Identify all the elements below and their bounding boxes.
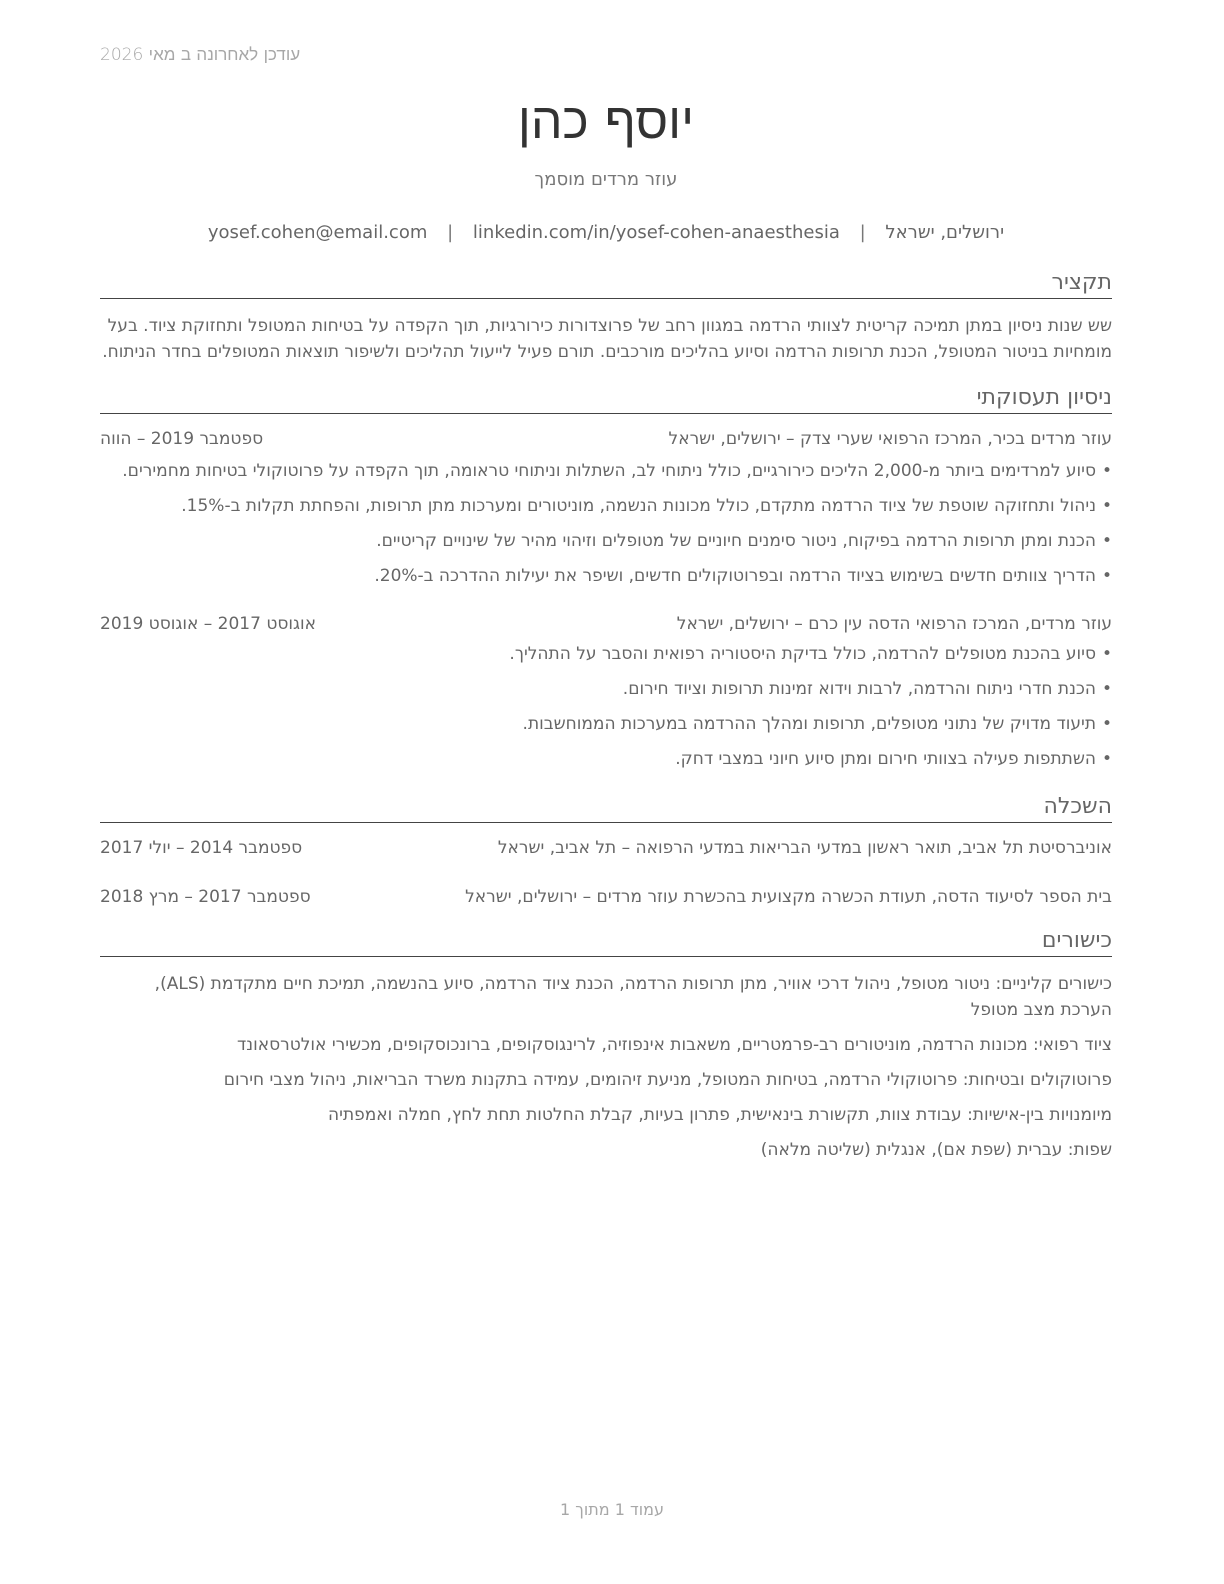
job-bullet: • הכנת ומתן תרופות הרדמה בפיקוח, ניטור סימנים חיוניים של מטופלים וזיהוי מהיר של שינויים קריטיים. bbox=[100, 528, 1112, 554]
skills-line: ציוד רפואי: מכונות הרדמה, מוניטורים רב-פרמטריים, משאבות אינפוזיה, לרינגוסקופים, ברונכוסקופים, מכשירי אולטרסאונד bbox=[237, 1035, 1112, 1055]
job-bullet: • הכנת חדרי ניתוח והרדמה, לרבות וידוא זמינות תרופות וציוד חירום. bbox=[100, 676, 1112, 702]
skills-list bbox=[100, 971, 1112, 1163]
job-bullets bbox=[100, 641, 1112, 772]
job-role: עוזר מרדים בכיר, המרכז הרפואי שערי צדק – ירושלים, ישראל bbox=[668, 429, 1112, 449]
job-bullet: • ניהול ותחזוקה שוטפת של ציוד הרדמה מתקדם, כולל מכונות הנשמה, מוניטורים ומערכות מתן תרופות, והפחתת תקלות ב-15%. bbox=[100, 493, 1112, 519]
location: ירושלים, ישראל bbox=[885, 222, 1005, 243]
education-text: בית הספר לסיעוד הדסה, תעודת הכשרה מקצועית בהכשרת עוזר מרדים – ירושלים, ישראל bbox=[465, 887, 1112, 907]
section-heading-education: השכלה bbox=[100, 792, 1112, 823]
skills-line: שפות: עברית (שפת אם), אנגלית (שליטה מלאה) bbox=[760, 1140, 1112, 1160]
job-role: עוזר מרדים, המרכז הרפואי הדסה עין כרם – ירושלים, ישראל bbox=[676, 614, 1112, 634]
section-heading-skills: כישורים bbox=[100, 926, 1112, 957]
education-dates: ספטמבר 2014 – יולי 2017 bbox=[100, 838, 303, 858]
job-dates: אוגוסט 2017 – אוגוסט 2019 bbox=[100, 614, 317, 634]
job-dates: ספטמבר 2019 – הווה bbox=[100, 429, 264, 449]
education-item bbox=[100, 835, 1112, 861]
contact-separator: | bbox=[859, 222, 866, 243]
job-entry bbox=[100, 426, 1112, 589]
job-header bbox=[100, 611, 1112, 637]
job-header bbox=[100, 426, 1112, 452]
job-bullet: • תיעוד מדויק של נתוני מטופלים, תרופות ומהלך ההרדמה במערכות הממוחשבות. bbox=[100, 711, 1112, 737]
job-bullet: • הדריך צוותים חדשים בשימוש בציוד הרדמה ובפרוטוקולים חדשים, ושיפר את יעילות ההדרכה ב-20%. bbox=[100, 563, 1112, 589]
job-bullet: • השתתפות פעילה בצוותי חירום ומתן סיוע חיוני במצבי דחק. bbox=[100, 746, 1112, 772]
job-title: עוזר מרדים מוסמך bbox=[534, 169, 678, 190]
section-heading-summary: תקציר bbox=[100, 268, 1112, 299]
email-link[interactable]: yosef.cohen@email.com bbox=[207, 222, 428, 243]
job-bullet: • סיוע למרדימים ביותר מ-2,000 הליכים כירורגיים, כולל ניתוחי לב, השתלות וניתוחי טראומה, תוך הקפדה על פרוטוקולי בטיחות מחמירים. bbox=[100, 458, 1112, 484]
resume-page bbox=[100, 90, 1112, 1163]
page-number: עמוד 1 מתוך 1 bbox=[560, 1500, 664, 1519]
education-dates: ספטמבר 2017 – מרץ 2018 bbox=[100, 887, 311, 907]
contact-line bbox=[100, 220, 1112, 246]
job-bullet: • סיוע בהכנת מטופלים להרדמה, כולל בדיקת היסטוריה רפואית והסבר על התהליך. bbox=[100, 641, 1112, 667]
contact-separator: | bbox=[447, 222, 454, 243]
job-bullets bbox=[100, 458, 1112, 589]
education-item bbox=[100, 884, 1112, 910]
job-entry bbox=[100, 611, 1112, 772]
skills-line: פרוטוקולים ובטיחות: פרוטוקולי הרדמה, בטיחות המטופל, מניעת זיהומים, עמידה בתקנות משרד הבריאות, ניהול מצבי חירום bbox=[223, 1070, 1112, 1090]
skills-line: כישורים קליניים: ניטור מטופל, ניהול דרכי אוויר, מתן תרופות הרדמה, הכנת ציוד הרדמה, סיוע בהנשמה, תמיכת חיים מתקדמת (ALS), הערכת מצב מטופל bbox=[154, 974, 1112, 1020]
candidate-name: יוסף כהן bbox=[517, 92, 695, 150]
skills-line: מיומנויות בין-אישיות: עבודת צוות, תקשורת בינאישית, פתרון בעיות, קבלת החלטות תחת לחץ, חמלה ואמפתיה bbox=[328, 1105, 1112, 1125]
linkedin-link[interactable]: linkedin.com/in/yosef-cohen-anaesthesia bbox=[472, 222, 840, 243]
summary-text: שש שנות ניסיון במתן תמיכה קריטית לצוותי הרדמה במגוון רחב של פרוצדורות כירורגיות, תוך הקפדה על בטיחות המטופל ותחזוקת ציוד. בעל מומחיות בניטור המטופל, הכנת תרופות הרדמה וסיוע בהליכים מורכבים. תורם פעיל לייעול תהליכים ולשיפור תוצאות המטופלים בחדר הניתוח. bbox=[102, 316, 1112, 362]
section-heading-experience: ניסיון תעסוקתי bbox=[100, 383, 1112, 414]
last-updated-note: עודכן לאחרונה ב מאי 2026 bbox=[100, 45, 301, 65]
education-text: אוניברסיטת תל אביב, תואר ראשון במדעי הבריאות במדעי הרפואה – תל אביב, ישראל bbox=[497, 838, 1112, 858]
